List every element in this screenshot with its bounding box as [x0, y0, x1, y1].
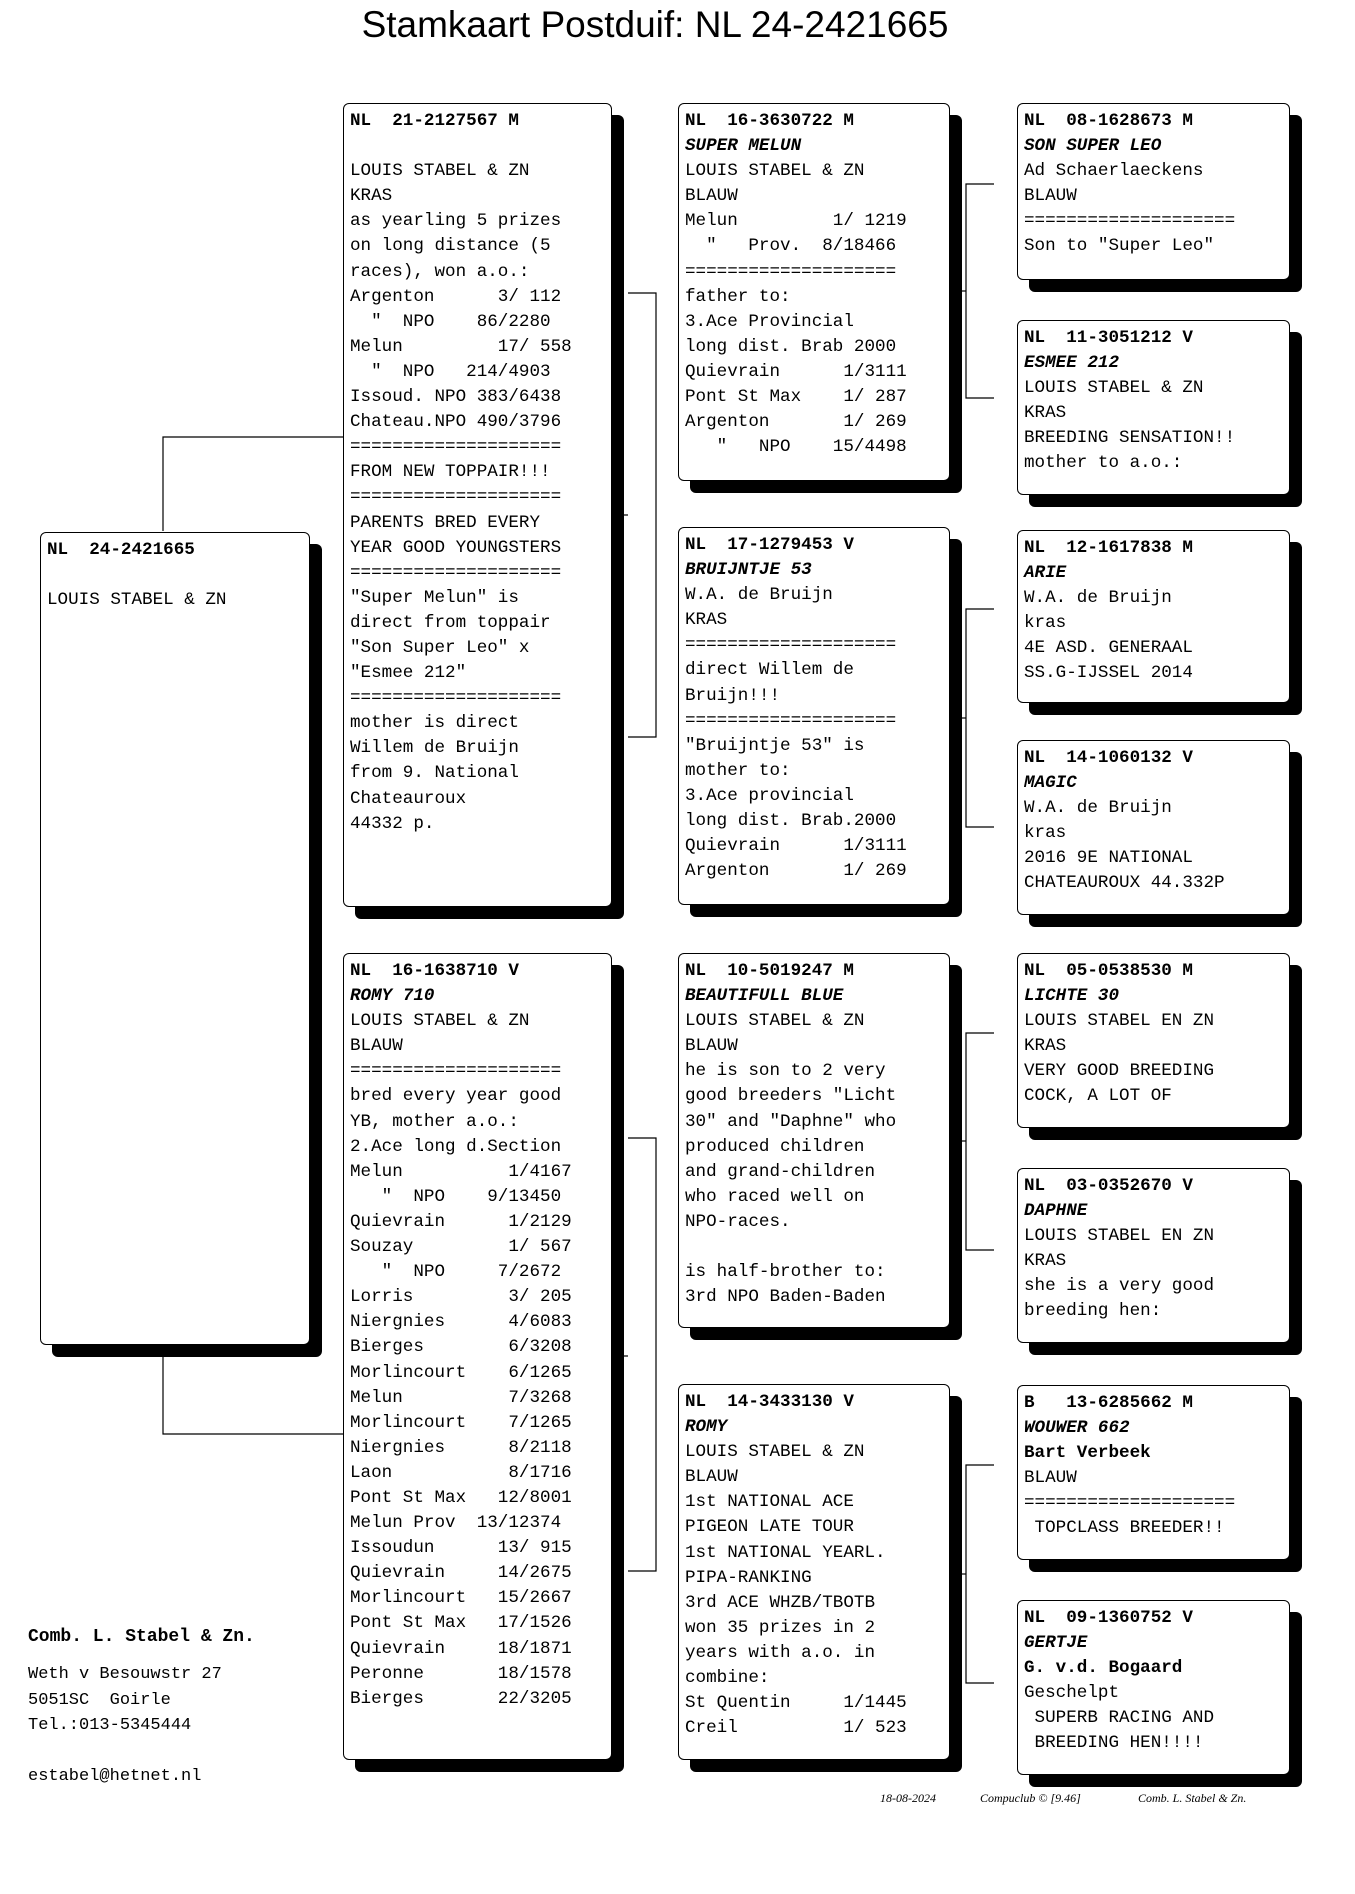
card-line: Pont St Max 1/ 287	[685, 387, 907, 408]
card-line: Creil 1/ 523	[685, 1718, 907, 1739]
ring-number: NL 05-0538530 M	[1024, 961, 1193, 981]
great-grandparent-mfm-card	[1017, 1168, 1290, 1343]
mother-card	[343, 953, 612, 1760]
card-line: Morlincourt 7/1265	[350, 1412, 572, 1433]
card-line: Argenton 1/ 269	[685, 412, 907, 433]
card-line: LOUIS STABEL & ZN	[47, 590, 227, 611]
card-line: PIPA-RANKING	[685, 1567, 812, 1588]
card-line: Quievrain 1/2129	[350, 1211, 572, 1232]
card-line: 30" and "Daphne" who	[685, 1111, 897, 1132]
card-line: KRAS	[1024, 1251, 1067, 1272]
card-line: Melun 17/ 558	[350, 336, 572, 357]
card-line: combine:	[685, 1668, 770, 1689]
card-line: Bierges 6/3208	[350, 1337, 572, 1358]
great-grandparent-fff-card	[1017, 103, 1290, 280]
card-line: bred every year good	[350, 1086, 562, 1107]
card-line: ====================	[1024, 1493, 1236, 1514]
pigeon-name: SUPER MELUN	[685, 136, 802, 157]
card-line: Bruijn!!!	[685, 685, 781, 706]
ring-number: NL 17-1279453 V	[685, 535, 854, 555]
card-line: "Esmee 212"	[350, 663, 467, 684]
ring-number: NL 16-1638710 V	[350, 961, 519, 981]
card-line: he is son to 2 very	[685, 1061, 886, 1082]
card-line: mother to:	[685, 760, 791, 781]
card-line: kras	[1024, 613, 1067, 634]
card-line: Pont St Max 12/8001	[350, 1487, 572, 1508]
card-line: Argenton 1/ 269	[685, 861, 907, 882]
card-line: races), won a.o.:	[350, 261, 530, 282]
card-line: " NPO 214/4903	[350, 361, 551, 382]
card-line: BLAUW	[1024, 1468, 1077, 1489]
card-line: Melun 7/3268	[350, 1387, 572, 1408]
pigeon-name: MAGIC	[1024, 773, 1077, 794]
pigeon-name: SON SUPER LEO	[1024, 136, 1162, 157]
card-line: long dist. Brab 2000	[685, 336, 897, 357]
pigeon-name: LICHTE 30	[1024, 986, 1120, 1007]
card-line: NPO-races.	[685, 1211, 791, 1232]
card-line: 2.Ace long d.Section	[350, 1136, 562, 1157]
card-line: KRAS	[1024, 403, 1067, 424]
ring-number: NL 10-5019247 M	[685, 961, 854, 981]
great-grandparent-fmm-card	[1017, 740, 1290, 915]
card-line: 3rd ACE WHZB/TBOTB	[685, 1592, 876, 1613]
card-line: Niergnies 8/2118	[350, 1437, 572, 1458]
card-line: mother to a.o.:	[1024, 453, 1183, 474]
card-line: Quievrain 18/1871	[350, 1638, 572, 1659]
card-line: KRAS	[685, 610, 728, 631]
pigeon-name: DAPHNE	[1024, 1201, 1088, 1222]
card-line: LOUIS STABEL EN ZN	[1024, 1226, 1215, 1247]
card-line: father to:	[685, 286, 791, 307]
subject-pigeon-card	[40, 532, 310, 1345]
card-line	[350, 134, 605, 159]
card-line: " NPO 15/4498	[685, 437, 907, 458]
footer-date: 18-08-2024	[880, 1791, 936, 1805]
card-line: good breeders "Licht	[685, 1086, 897, 1107]
card-line: 1st NATIONAL ACE	[685, 1492, 854, 1513]
card-line: "Bruijntje 53" is	[685, 735, 865, 756]
card-line: ====================	[1024, 211, 1236, 232]
card-line: W.A. de Bruijn	[685, 585, 833, 606]
ring-number: NL 09-1360752 V	[1024, 1608, 1193, 1628]
card-line: CHATEAUROUX 44.332P	[1024, 873, 1225, 894]
card-line: BREEDING SENSATION!!	[1024, 428, 1236, 449]
card-line: YEAR GOOD YOUNGSTERS	[350, 537, 562, 558]
card-line: Pont St Max 17/1526	[350, 1613, 572, 1634]
card-line: 3.Ace Provincial	[685, 311, 854, 332]
card-line: SUPERB RACING AND	[1024, 1708, 1215, 1729]
card-line: won 35 prizes in 2	[685, 1617, 876, 1638]
card-line: is half-brother to:	[685, 1262, 886, 1283]
breeder-email[interactable]: estabel@hetnet.nl	[28, 1767, 202, 1786]
card-line: LOUIS STABEL & ZN	[1024, 378, 1204, 399]
card-line: Morlincourt 15/2667	[350, 1588, 572, 1609]
card-line: KRAS	[1024, 1036, 1067, 1057]
card-line: LOUIS STABEL & ZN	[685, 1011, 865, 1032]
card-line: Quievrain 14/2675	[350, 1563, 572, 1584]
page-title: Stamkaart Postduif: NL 24-2421665	[361, 4, 949, 45]
card-line: 4E ASD. GENERAAL	[1024, 638, 1193, 659]
ring-number: NL 14-3433130 V	[685, 1392, 854, 1412]
paternal-grandfather-card	[678, 103, 950, 481]
card-line: "Super Melun" is	[350, 587, 519, 608]
card-line: LOUIS STABEL & ZN	[685, 1442, 865, 1463]
card-line: BREEDING HEN!!!!	[1024, 1733, 1204, 1754]
maternal-grandfather-card	[678, 953, 950, 1328]
card-line: from 9. National	[350, 763, 519, 784]
card-line: 44332 p.	[350, 813, 435, 834]
card-line: " NPO 9/13450	[350, 1186, 562, 1207]
great-grandparent-mmm-card	[1017, 1600, 1290, 1775]
ring-number: NL 12-1617838 M	[1024, 538, 1193, 558]
ring-number: NL 16-3630722 M	[685, 111, 854, 131]
card-line: 3.Ace provincial	[685, 785, 854, 806]
great-grandparent-fmf-card	[1017, 530, 1290, 703]
card-line	[685, 1235, 943, 1260]
card-line: Peronne 18/1578	[350, 1663, 572, 1684]
card-line: St Quentin 1/1445	[685, 1693, 907, 1714]
father-card	[343, 103, 612, 907]
card-line: Willem de Bruijn	[350, 738, 519, 759]
card-line: ====================	[350, 562, 562, 583]
card-line: Melun 1/4167	[350, 1161, 572, 1182]
card-line: SS.G-IJSSEL 2014	[1024, 663, 1193, 684]
card-line: Chateau.NPO 490/3796	[350, 412, 562, 433]
pigeon-name: WOUWER 662	[1024, 1418, 1130, 1439]
card-line: Bart Verbeek	[1024, 1443, 1151, 1464]
card-line: " Prov. 8/18466	[685, 236, 897, 257]
ring-number: NL 11-3051212 V	[1024, 328, 1193, 348]
maternal-grandmother-card	[678, 1384, 950, 1760]
card-line: direct from toppair	[350, 612, 551, 633]
card-line: FROM NEW TOPPAIR!!!	[350, 462, 551, 483]
card-line: VERY GOOD BREEDING	[1024, 1061, 1215, 1082]
card-line: BLAUW	[1024, 186, 1077, 207]
card-line: years with a.o. in	[685, 1642, 876, 1663]
card-line: G. v.d. Bogaard	[1024, 1658, 1183, 1679]
card-line: LOUIS STABEL & ZN	[685, 161, 865, 182]
card-line: BLAUW	[685, 1467, 738, 1488]
card-line: Son to "Super Leo"	[1024, 236, 1215, 257]
pigeon-name: ROMY 710	[350, 986, 435, 1007]
ring-number: NL 03-0352670 V	[1024, 1176, 1193, 1196]
card-line: Bierges 22/3205	[350, 1688, 572, 1709]
pigeon-name: ROMY	[685, 1417, 728, 1438]
card-line: Lorris 3/ 205	[350, 1287, 572, 1308]
pigeon-name: BRUIJNTJE 53	[685, 560, 812, 581]
card-line: breeding hen:	[1024, 1301, 1162, 1322]
pigeon-name: BEAUTIFULL BLUE	[685, 986, 844, 1007]
card-line: ====================	[685, 635, 897, 656]
great-grandparent-mmf-card	[1017, 1385, 1290, 1560]
card-line: " NPO 7/2672	[350, 1262, 562, 1283]
card-line: Quievrain 1/3111	[685, 361, 907, 382]
card-line: ====================	[685, 261, 897, 282]
ring-number: B 13-6285662 M	[1024, 1393, 1193, 1413]
card-line: kras	[1024, 823, 1067, 844]
great-grandparent-mff-card	[1017, 953, 1290, 1128]
card-line: BLAUW	[685, 186, 738, 207]
card-line: 2016 9E NATIONAL	[1024, 848, 1193, 869]
card-line: Chateauroux	[350, 788, 467, 809]
breeder-city: 5051SC Goirle	[28, 1691, 171, 1710]
card-line: Laon 8/1716	[350, 1462, 572, 1483]
card-line: LOUIS STABEL & ZN	[350, 161, 530, 182]
card-line: Melun Prov 13/12374	[350, 1513, 562, 1534]
card-line: Argenton 3/ 112	[350, 286, 562, 307]
card-line: BLAUW	[350, 1036, 403, 1057]
card-line: on long distance (5	[350, 236, 551, 257]
card-line: ====================	[350, 437, 562, 458]
card-line: as yearling 5 prizes	[350, 211, 562, 232]
great-grandparent-ffm-card	[1017, 320, 1290, 495]
card-line: produced children	[685, 1136, 865, 1157]
footer-owner: Comb. L. Stabel & Zn.	[1138, 1791, 1247, 1805]
card-line: who raced well on	[685, 1186, 865, 1207]
card-line: TOPCLASS BREEDER!!	[1024, 1518, 1225, 1539]
card-line: ====================	[685, 710, 897, 731]
card-line: W.A. de Bruijn	[1024, 588, 1172, 609]
card-line: LOUIS STABEL EN ZN	[1024, 1011, 1215, 1032]
card-line: Issoudun 13/ 915	[350, 1538, 572, 1559]
card-line: mother is direct	[350, 713, 519, 734]
card-line: Issoud. NPO 383/6438	[350, 387, 562, 408]
card-line: ====================	[350, 688, 562, 709]
card-line: 1st NATIONAL YEARL.	[685, 1542, 886, 1563]
card-line: Geschelpt	[1024, 1683, 1120, 1704]
card-line: PIGEON LATE TOUR	[685, 1517, 854, 1538]
ring-number: NL 14-1060132 V	[1024, 748, 1193, 768]
paternal-grandmother-card	[678, 527, 950, 905]
card-line: she is a very good	[1024, 1276, 1215, 1297]
breeder-phone: Tel.:013-5345444	[28, 1716, 192, 1735]
card-line: BLAUW	[685, 1036, 738, 1057]
card-line: Quievrain 1/3111	[685, 836, 907, 857]
card-line: 3rd NPO Baden-Baden	[685, 1287, 886, 1308]
card-line: long dist. Brab.2000	[685, 811, 897, 832]
breeder-street: Weth v Besouwstr 27	[28, 1665, 222, 1684]
ring-number: NL 08-1628673 M	[1024, 111, 1193, 131]
card-line: "Son Super Leo" x	[350, 637, 530, 658]
card-line: Ad Schaerlaeckens	[1024, 161, 1204, 182]
card-line: Morlincourt 6/1265	[350, 1362, 572, 1383]
ring-number: NL 21-2127567 M	[350, 111, 519, 131]
pigeon-name: ESMEE 212	[1024, 353, 1120, 374]
card-line: Souzay 1/ 567	[350, 1237, 572, 1258]
card-line	[47, 563, 303, 588]
card-line: LOUIS STABEL & ZN	[350, 1011, 530, 1032]
footer-software: Compuclub © [9.46]	[980, 1791, 1081, 1805]
card-line: W.A. de Bruijn	[1024, 798, 1172, 819]
pigeon-name: GERTJE	[1024, 1633, 1088, 1654]
card-line: Melun 1/ 1219	[685, 211, 907, 232]
card-line: Niergnies 4/6083	[350, 1312, 572, 1333]
card-line: YB, mother a.o.:	[350, 1111, 519, 1132]
card-line: COCK, A LOT OF	[1024, 1086, 1172, 1107]
ring-number: NL 24-2421665	[47, 540, 195, 560]
card-line: ====================	[350, 1061, 562, 1082]
card-line: and grand-children	[685, 1161, 876, 1182]
card-line: PARENTS BRED EVERY	[350, 512, 541, 533]
card-line: direct Willem de	[685, 660, 854, 681]
card-line: ====================	[350, 487, 562, 508]
card-line: " NPO 86/2280	[350, 311, 551, 332]
card-line: KRAS	[350, 186, 393, 207]
pigeon-name: ARIE	[1024, 563, 1067, 584]
breeder-name: Comb. L. Stabel & Zn.	[28, 1627, 255, 1647]
